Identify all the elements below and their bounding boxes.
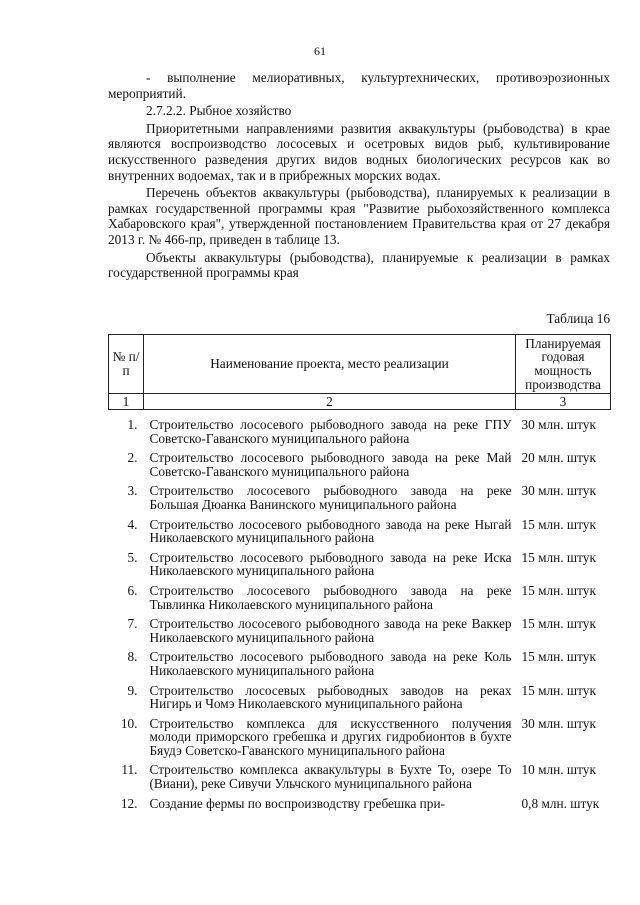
project-name: Строительство лососевого рыбоводного завода на реке Ваккер Николаевского муниципального района — [149, 616, 512, 645]
row-number: 9. — [127, 682, 138, 698]
row-number: 10. — [120, 715, 138, 731]
row-number: 3. — [127, 483, 138, 499]
project-capacity: 30 млн. штук — [521, 483, 596, 499]
row-number: 8. — [127, 649, 138, 665]
project-capacity: 15 млн. штук — [521, 616, 596, 632]
section-heading: 2.7.2.2. Рыбное хозяйство — [146, 103, 292, 119]
row-number: 1. — [127, 417, 138, 432]
header-num: № п/п — [109, 335, 144, 394]
project-name: Строительство лососевого рыбоводного завода на реке Коль Николаевского муниципального района — [149, 649, 512, 678]
table-row — [109, 717, 611, 764]
table-row — [109, 410, 611, 452]
column-number: 3 — [516, 394, 611, 410]
table-row — [109, 684, 611, 717]
aquaculture-table — [108, 334, 611, 816]
project-capacity: 15 млн. штук — [521, 682, 596, 698]
project-name: Строительство комплекса для искусственного получения молоди приморского гребешка и других гидробионтов в бухте Бяудэ Советско-Гаванского муниципального района — [149, 715, 512, 758]
project-capacity: 15 млн. штук — [521, 516, 596, 532]
header-capacity: Планируемая годовая мощность производства — [516, 335, 611, 394]
table-row — [109, 551, 611, 584]
paragraph-program: Перечень объектов аквакультуры (рыбоводства), планируемых к реализации в рамках государственной программы края "Развитие рыбохозяйственного комплекса Хабаровского края", утвержденной постановлением Правительства края от 27 декабря 2013 г. № 466-пр, приведен в таблице 13. — [108, 185, 610, 247]
paragraph-table-intro: Объекты аквакультуры (рыбоводства), планируемые к реализации в рамках государственной программы края — [108, 249, 610, 281]
table-row — [109, 484, 611, 517]
project-name: Строительство лососевого рыбоводного завода на реке Иска Николаевского муниципального района — [149, 549, 512, 579]
paragraph-priorities: Приоритетными направлениями развития аквакультуры (рыбоводства) в крае являются воспроизводство лососевых и осетровых видов рыб, культивирование искусственного разведения других видов водных биологических ресурсов как во внутренних водоемах, так и в прибрежных морских водах. — [108, 120, 610, 183]
table-header-row — [109, 335, 611, 394]
page-number: 61 — [314, 44, 326, 58]
paragraph-reclamation: - выполнение мелиоративных, культуртехнических, противоэрозионных мероприятий. — [108, 70, 610, 101]
table-row — [109, 584, 611, 617]
table-row — [109, 518, 611, 551]
project-name: Строительство лососевых рыбоводных заводов на реках Нигирь и Чомэ Николаевского муниципального района — [149, 682, 512, 712]
project-name: Создание фермы по воспроизводству гребешка при- — [149, 795, 445, 811]
table-caption: Таблица 16 — [546, 311, 610, 326]
project-capacity: 15 млн. штук — [521, 649, 596, 665]
column-number: 1 — [109, 394, 144, 410]
table-row — [109, 763, 611, 796]
project-capacity: 30 млн. штук — [521, 417, 596, 432]
column-number-row — [109, 394, 611, 410]
row-number: 5. — [127, 549, 138, 565]
header-name: Наименование проекта, место реализации — [144, 335, 516, 394]
project-capacity: 10 млн. штук — [521, 762, 596, 778]
project-name: Строительство лососевого рыбоводного завода на реке ГПУ Советско-Гаванского муниципального района — [149, 417, 512, 446]
table-body — [109, 410, 611, 817]
project-capacity: 0,8 млн. штук — [521, 795, 600, 811]
table-row — [109, 650, 611, 683]
row-number: 4. — [127, 516, 138, 532]
table-row — [109, 617, 611, 650]
project-name: Строительство лососевого рыбоводного завода на реке Большая Дюанка Ванинского муниципального района — [149, 483, 512, 512]
row-number: 6. — [127, 582, 138, 598]
column-number: 2 — [144, 394, 516, 410]
row-number: 11. — [121, 762, 138, 778]
row-number: 2. — [127, 450, 138, 466]
project-capacity: 30 млн. штук — [521, 715, 596, 731]
project-capacity: 20 млн. штук — [521, 450, 596, 466]
project-capacity: 15 млн. штук — [521, 549, 596, 565]
row-number: 7. — [127, 616, 138, 632]
project-capacity: 15 млн. штук — [521, 582, 596, 598]
row-number: 12. — [120, 795, 138, 811]
body-text — [108, 70, 610, 283]
project-name: Строительство лососевого рыбоводного завода на реке Май Советско-Гаванского муниципального района — [149, 450, 512, 479]
table-row — [109, 451, 611, 484]
project-name: Строительство лососевого рыбоводного завода на реке Ныгай Николаевского муниципального района — [149, 516, 512, 546]
table-row — [109, 797, 611, 817]
project-name: Строительство комплекса аквакультуры в Бухте То, озере То (Виани), реке Сивучи Ульчского муниципального района — [149, 762, 512, 792]
project-name: Строительство лососевого рыбоводного завода на реке Тывлинка Николаевского муниципального района — [149, 582, 512, 612]
